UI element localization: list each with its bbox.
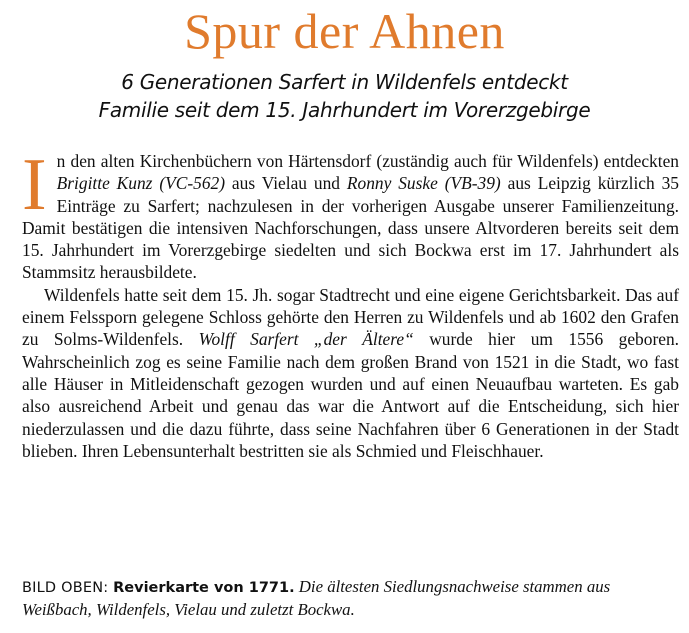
paragraph-1-text-b: aus Vielau und: [225, 173, 347, 194]
paragraph-2: [22, 284, 679, 462]
caption-heading: Revierkarte von 1771.: [113, 580, 295, 596]
article-body: [22, 144, 679, 462]
article-title: Spur der Ahnen: [184, 3, 505, 59]
image-caption: [22, 576, 682, 621]
paragraph-1-text-a: n den alten Kirchenbüchern von Härtensdorf (zuständig auch für Wildenfels) entdeckten: [56, 151, 679, 171]
paragraph-2-text-a: Wildenfels hatte seit dem 15. Jh. sogar Stadtrecht und eine eigene Gerichtsbarkeit. Das auf einem Felssporn gelegene Schloss gehörte den Herren zu Wildenfels und ab 1602 den Grafen zu Solms-Wildenfels.: [22, 284, 679, 350]
person-name-wolff-sarfert: Wolff Sarfert „der Ältere“: [198, 329, 414, 350]
article-subtitle-line2: Familie seit dem 15. Jahrhundert im Vorerzgebirge: [98, 98, 591, 122]
caption-text: Die ältesten Siedlungsnachweise stammen aus Weißbach, Wildenfels, Vielau und zuletzt Bockwa.: [22, 577, 611, 619]
drop-cap: I: [22, 144, 47, 226]
article-subtitle-line1: 6 Generationen Sarfert in Wildenfels entdeckt: [121, 70, 568, 94]
person-name-ronny-suske: Ronny Suske (VB-39): [346, 173, 501, 194]
paragraph-1: [22, 144, 679, 284]
paragraph-2-text-b: wurde hier um 1556 geboren. Wahrscheinlich zog es seine Familie nach dem großen Brand von 1521 in die Stadt, wo fast alle Häuser in Mitleidenschaft gezogen wurden und auf einen Neuaufbau warteten. Es gab also ausreichend Arbeit und genau das war die Antwort auf die Entscheidung, sich hier niederzulassen und die dazu führte, dass seine Nachfahren über 6 Generationen in der Stadt blieben. Ihren Lebensunterhalt bestritten sie als Schmied und Fleischhauer.: [22, 329, 679, 461]
person-name-brigitte-kunz: Brigitte Kunz (VC-562): [56, 173, 226, 194]
paragraph-1-text-c: aus Leipzig kürzlich 35 Einträge zu Sarfert; nachzulesen in der vorherigen Ausgabe unserer Familienzeitung. Damit bestätigen die intensiven Nachforschungen, dass unsere Altvorderen bereits seit dem 15. Jahrhundert im Vorerzgebirge siedelten und sich Bockwa erst im 17. Jahrhundert als Stammsitz herausbildete.: [22, 173, 679, 283]
caption-label: BILD OBEN:: [22, 580, 114, 596]
